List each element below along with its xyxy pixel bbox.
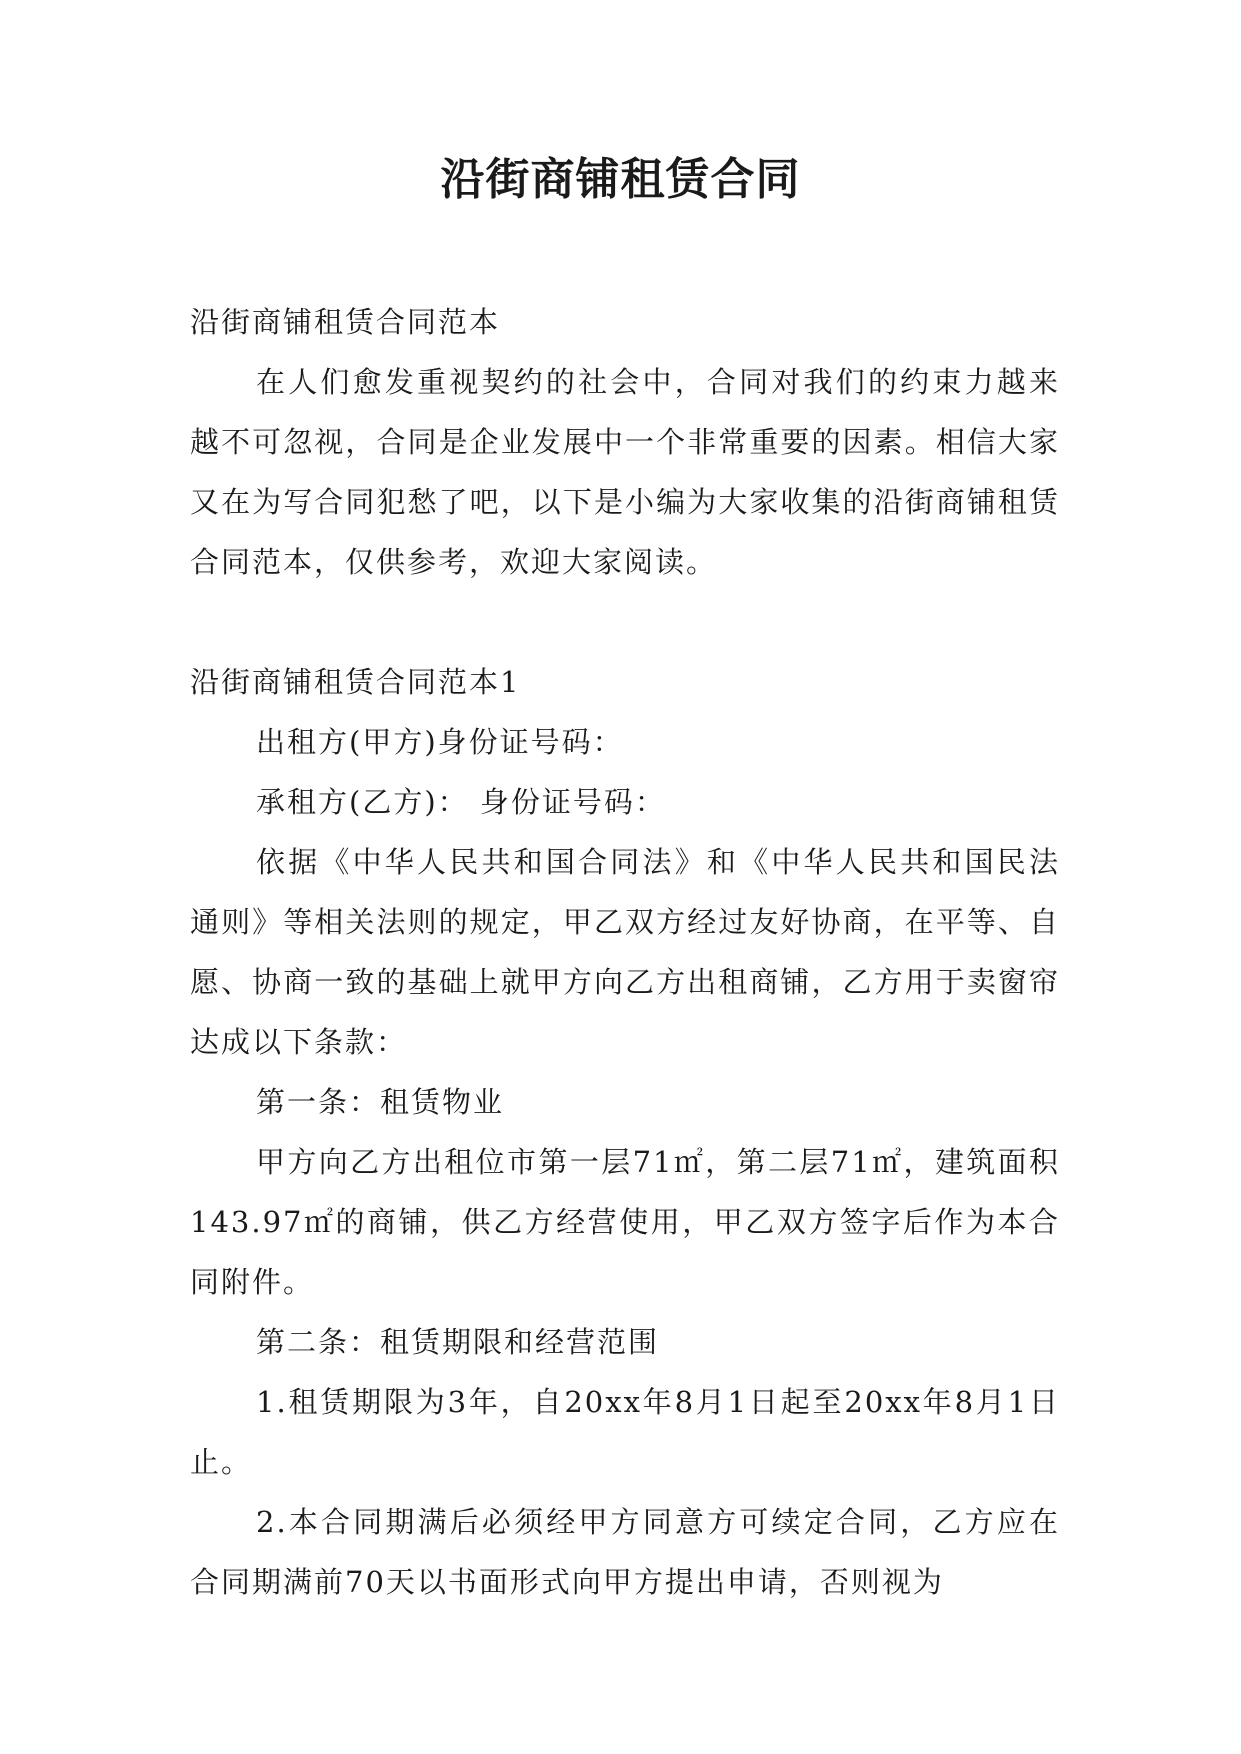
article-2-item-1: 1.租赁期限为3年，自20xx年8月1日起至20xx年8月1日止。 bbox=[190, 1385, 1060, 1479]
article-1-heading: 第一条：租赁物业 bbox=[256, 1085, 505, 1119]
lessor-line: 出租方(甲方)身份证号码： bbox=[256, 725, 624, 759]
legal-basis-paragraph: 依据《中华人民共和国合同法》和《中华人民共和国民法通则》等相关法则的规定，甲乙双方经过友好协商，在平等、自愿、协商一致的基础上就甲方向乙方出租商铺，乙方用于卖窗帘达成以下条款： bbox=[190, 845, 1060, 1059]
article-2-item-2: 2.本合同期满后必须经甲方同意方可续定合同，乙方应在合同期满前70天以书面形式向甲方提出申请，否则视为 bbox=[190, 1505, 1060, 1599]
lessee-line: 承租方(乙方)： 身份证号码： bbox=[256, 785, 666, 819]
document-title: 沿街商铺租赁合同 bbox=[440, 154, 801, 205]
article-2-heading: 第二条：租赁期限和经营范围 bbox=[256, 1325, 660, 1359]
document-subtitle: 沿街商铺租赁合同范本 bbox=[190, 305, 501, 339]
document-body bbox=[190, 292, 1060, 1612]
intro-paragraph: 在人们愈发重视契约的社会中，合同对我们的约束力越来越不可忽视，合同是企业发展中一个非常重要的因素。相信大家又在为写合同犯愁了吧，以下是小编为大家收集的沿街商铺租赁合同范本，仅供参考，欢迎大家阅读。 bbox=[190, 365, 1060, 579]
section-heading: 沿街商铺租赁合同范本1 bbox=[190, 665, 521, 699]
article-1-text: 甲方向乙方出租位市第一层71㎡，第二层71㎡，建筑面积143.97㎡的商铺，供乙方经营使用，甲乙双方签字后作为本合同附件。 bbox=[190, 1145, 1060, 1299]
